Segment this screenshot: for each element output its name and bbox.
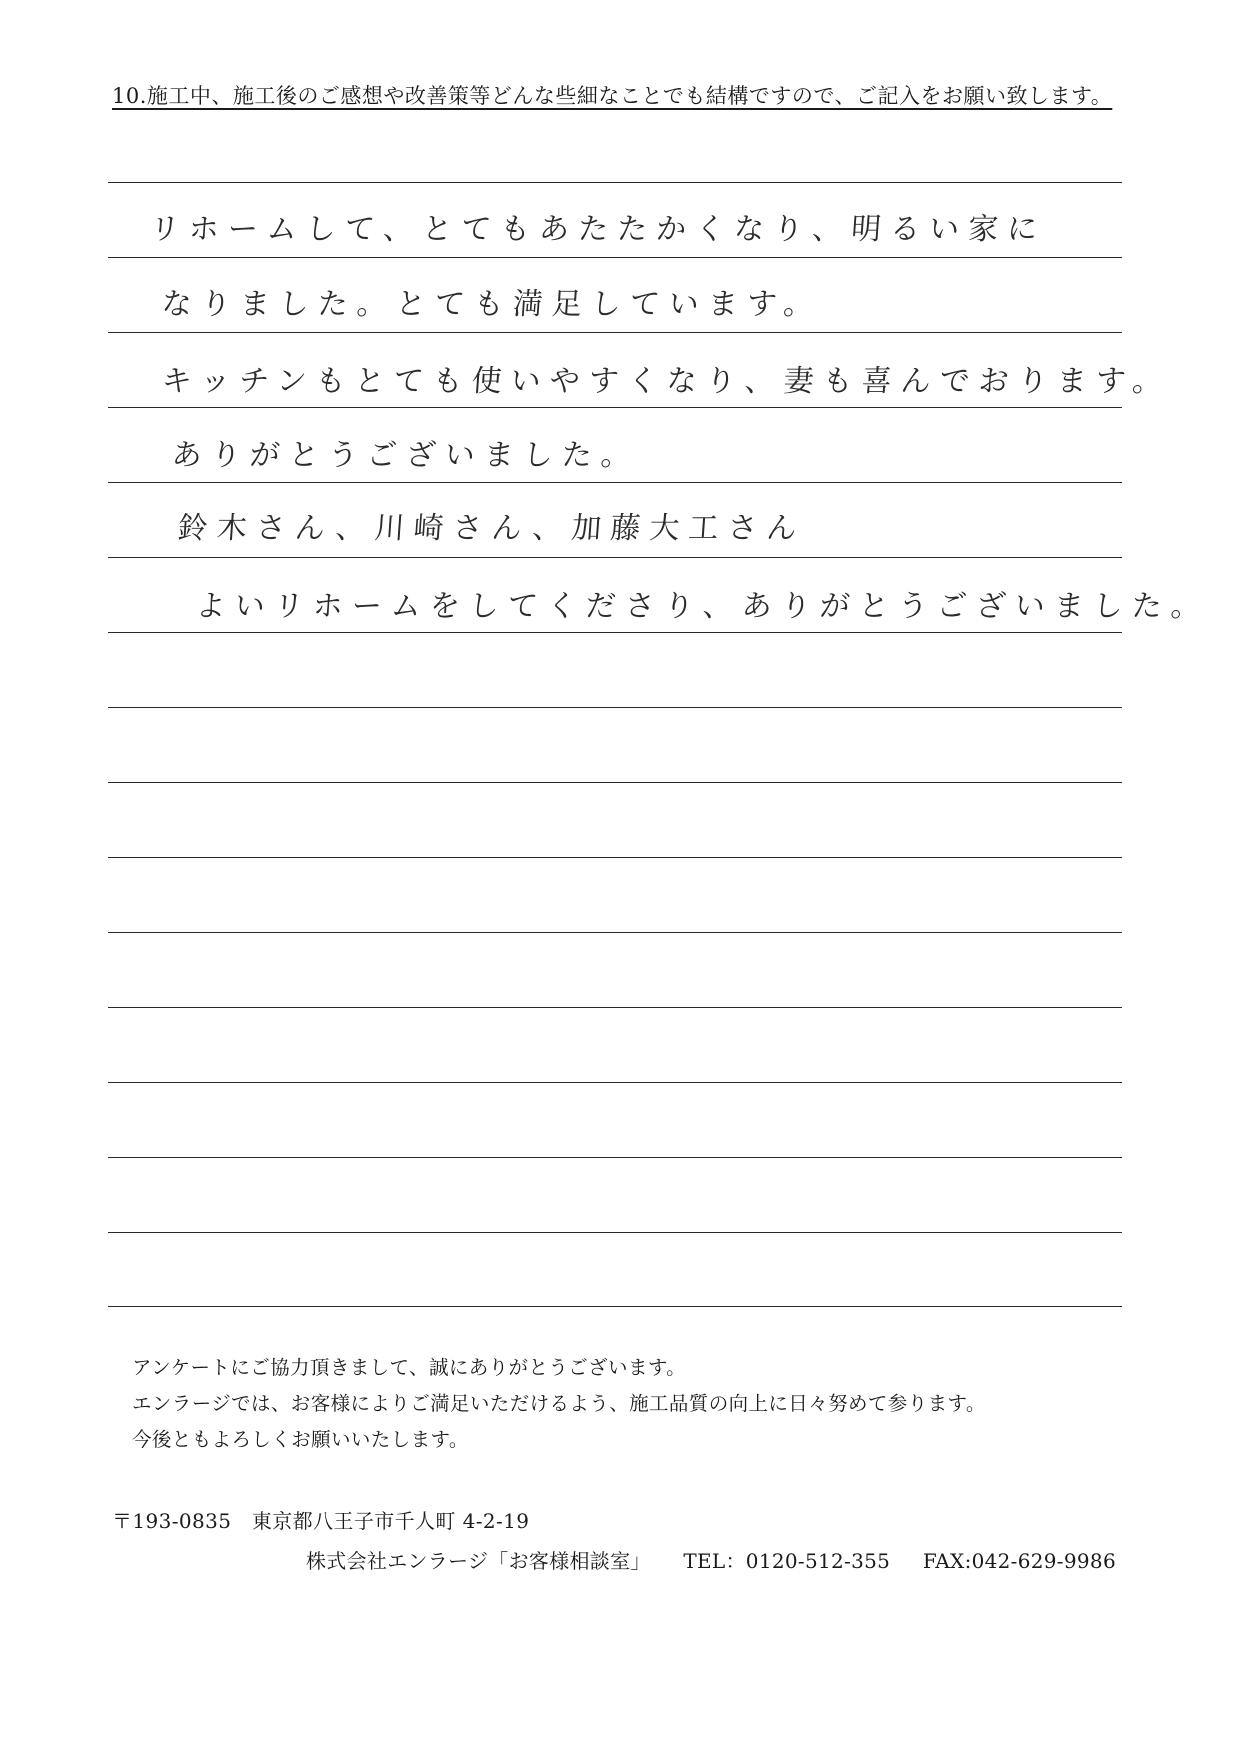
closing-message-line: エンラージでは、お客様によりご満足いただけるよう、施工品質の向上に日々努めて参ります。 [132, 1392, 986, 1415]
handwritten-line: 鈴木さん、川崎さん、加藤大工さん [176, 511, 807, 546]
company-contact [306, 1545, 1116, 1574]
company-name: 株式会社エンラージ「お客様相談室」 [306, 1549, 651, 1573]
company-address: 〒193-0835 東京都八王子市千人町 4-2-19 [112, 1509, 530, 1533]
handwritten-line: キッチンもとても使いやすくなり、妻も喜んでおります。 [160, 364, 1173, 399]
handwritten-line: なりました。とても満足しています。 [160, 287, 824, 322]
ruled-line [108, 932, 1122, 933]
ruled-line [108, 332, 1122, 333]
ruled-line [108, 182, 1122, 183]
ruled-line [108, 482, 1122, 483]
handwritten-line: ありがとうございました。 [170, 438, 641, 473]
ruled-line [108, 782, 1122, 783]
ruled-line [108, 707, 1122, 708]
telephone-number: TEL：0120-512-355 [683, 1549, 891, 1573]
question-heading: 10.施工中、施工後のご感想や改善策等どんな些細なことでも結構ですので、ご記入をお願い致します。 [112, 84, 1113, 108]
ruled-line [108, 407, 1122, 408]
ruled-line [108, 1007, 1122, 1008]
handwritten-line: よいリホームをしてくださり、ありがとうございました。 [194, 589, 1211, 624]
ruled-line [108, 257, 1122, 258]
ruled-line [108, 1082, 1122, 1083]
ruled-line [108, 1306, 1122, 1307]
closing-message-line: 今後ともよろしくお願いいたします。 [132, 1428, 469, 1451]
ruled-line [108, 1157, 1122, 1158]
ruled-line [108, 632, 1122, 633]
handwritten-line: リホームして、とてもあたたかくなり、明るい家に [148, 212, 1048, 247]
fax-number: FAX:042-629-9986 [922, 1549, 1116, 1573]
ruled-line [108, 1232, 1122, 1233]
closing-message-line: アンケートにご協力頂きまして、誠にありがとうございます。 [132, 1356, 687, 1379]
ruled-line [108, 857, 1122, 858]
ruled-line [108, 557, 1122, 558]
